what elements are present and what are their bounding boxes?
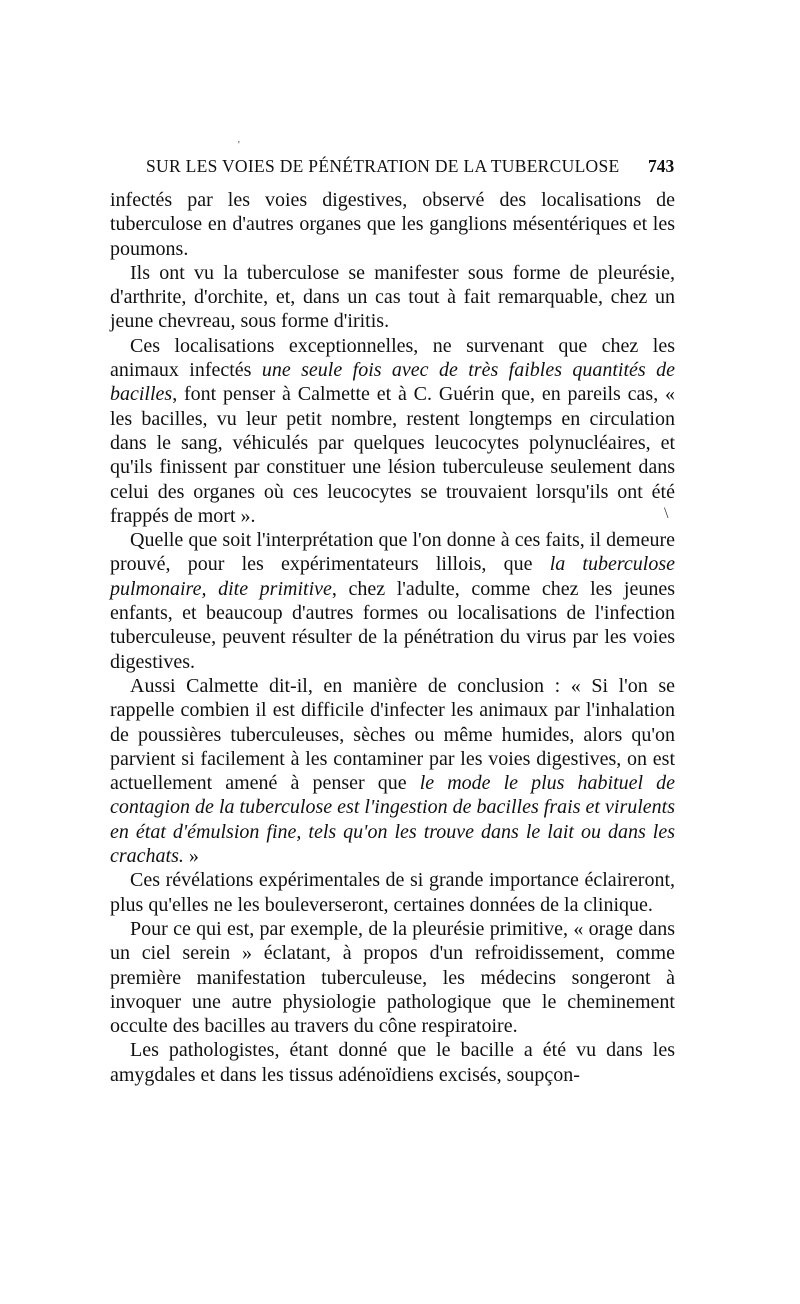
page-number: 743 <box>648 156 675 176</box>
paragraph <box>110 188 675 261</box>
text-run: Ils ont vu la tuberculose se manifester sous forme de pleurésie, d'arthrite, d'orchite, et, dans un cas tout à fait remarquable, chez un jeune chevreau, sous forme d'iritis. <box>110 261 675 333</box>
running-title: SUR LES VOIES DE PÉNÉTRATION DE LA TUBERCULOSE <box>146 156 620 176</box>
italic-text: une seule fois avec de très faibles quantités de bacilles <box>110 359 675 406</box>
text-run: Aussi Calmette dit-il, en manière de conclusion : « Si l'on se rappelle combien il est difficile d'infecter les animaux par l'inhalation de poussières tuberculeuses, sèches ou même humides, alors qu'on parvient si facilement à les contaminer par les voies digestives, on est actuellement amené à penser que <box>110 674 675 795</box>
text-run: infectés par les voies digestives, observé des localisations de tuberculose en d'autres organes que les ganglions mésentériques et les poumons. <box>110 189 675 260</box>
text-run: , chez l'adulte, comme chez les jeunes enfants, et beaucoup d'autres formes ou localisations de l'infection tuberculeuse, peuvent résulter de la pénétration du virus par les voies digestives. <box>110 577 676 673</box>
body-text <box>110 188 675 1087</box>
text-run: , font penser à Calmette et à C. Guérin que, en pareils cas, « les bacilles, vu leur petit nombre, restent longtemps en circulation dans le sang, véhiculés par quelques leucocytes polynucléaires, et qu'ils finissent par constituer une lésion tuberculeuse seulement dans celui des organes où ces leucocytes se trouvaient lorsqu'ils ont été frappés de mort ». <box>110 383 675 527</box>
text-run: Quelle que soit l'interprétation que l'on donne à ces faits, il demeure prouvé, pour les expérimentateurs lillois, que <box>110 529 675 576</box>
italic-text: le mode le plus habituel de contagion de la tuberculose est l'ingestion de bacilles frais et virulents en état d'émulsion fine, tels qu'on les trouve dans le lait ou dans les crachats. <box>110 772 676 868</box>
text-run: Ces révélations expérimentales de si grande importance éclaireront, plus qu'elles ne les bouleverseront, certaines données de la clinique. <box>110 869 675 916</box>
italic-text: la tuberculose pulmonaire, dite primitive <box>110 553 675 600</box>
paragraph <box>110 1038 675 1087</box>
paragraph <box>110 334 675 528</box>
paragraph <box>110 261 675 334</box>
paragraph <box>110 868 675 917</box>
paragraph <box>110 528 675 674</box>
print-speck: ' <box>238 140 240 151</box>
page-header <box>0 148 800 188</box>
text-run: Pour ce qui est, par exemple, de la pleurésie primitive, « orage dans un ciel serein » éclatant, à propos d'un refroidissement, comme première manifestation tuberculeuse, les médecins songeront à invoquer une autre physiologie pathologique que le cheminement occulte des bacilles au travers du cône respiratoire. <box>110 917 675 1038</box>
text-run: » <box>183 845 199 868</box>
paragraph <box>110 917 675 1038</box>
text-run: Les pathologistes, étant donné que le bacille a été vu dans les amygdales et dans les tissus adénoïdiens excisés, soupçon- <box>110 1039 675 1086</box>
text-run: Ces localisations exceptionnelles, ne survenant que chez les animaux infectés <box>110 334 675 382</box>
margin-mark: \ <box>664 505 669 522</box>
paragraph <box>110 674 675 868</box>
